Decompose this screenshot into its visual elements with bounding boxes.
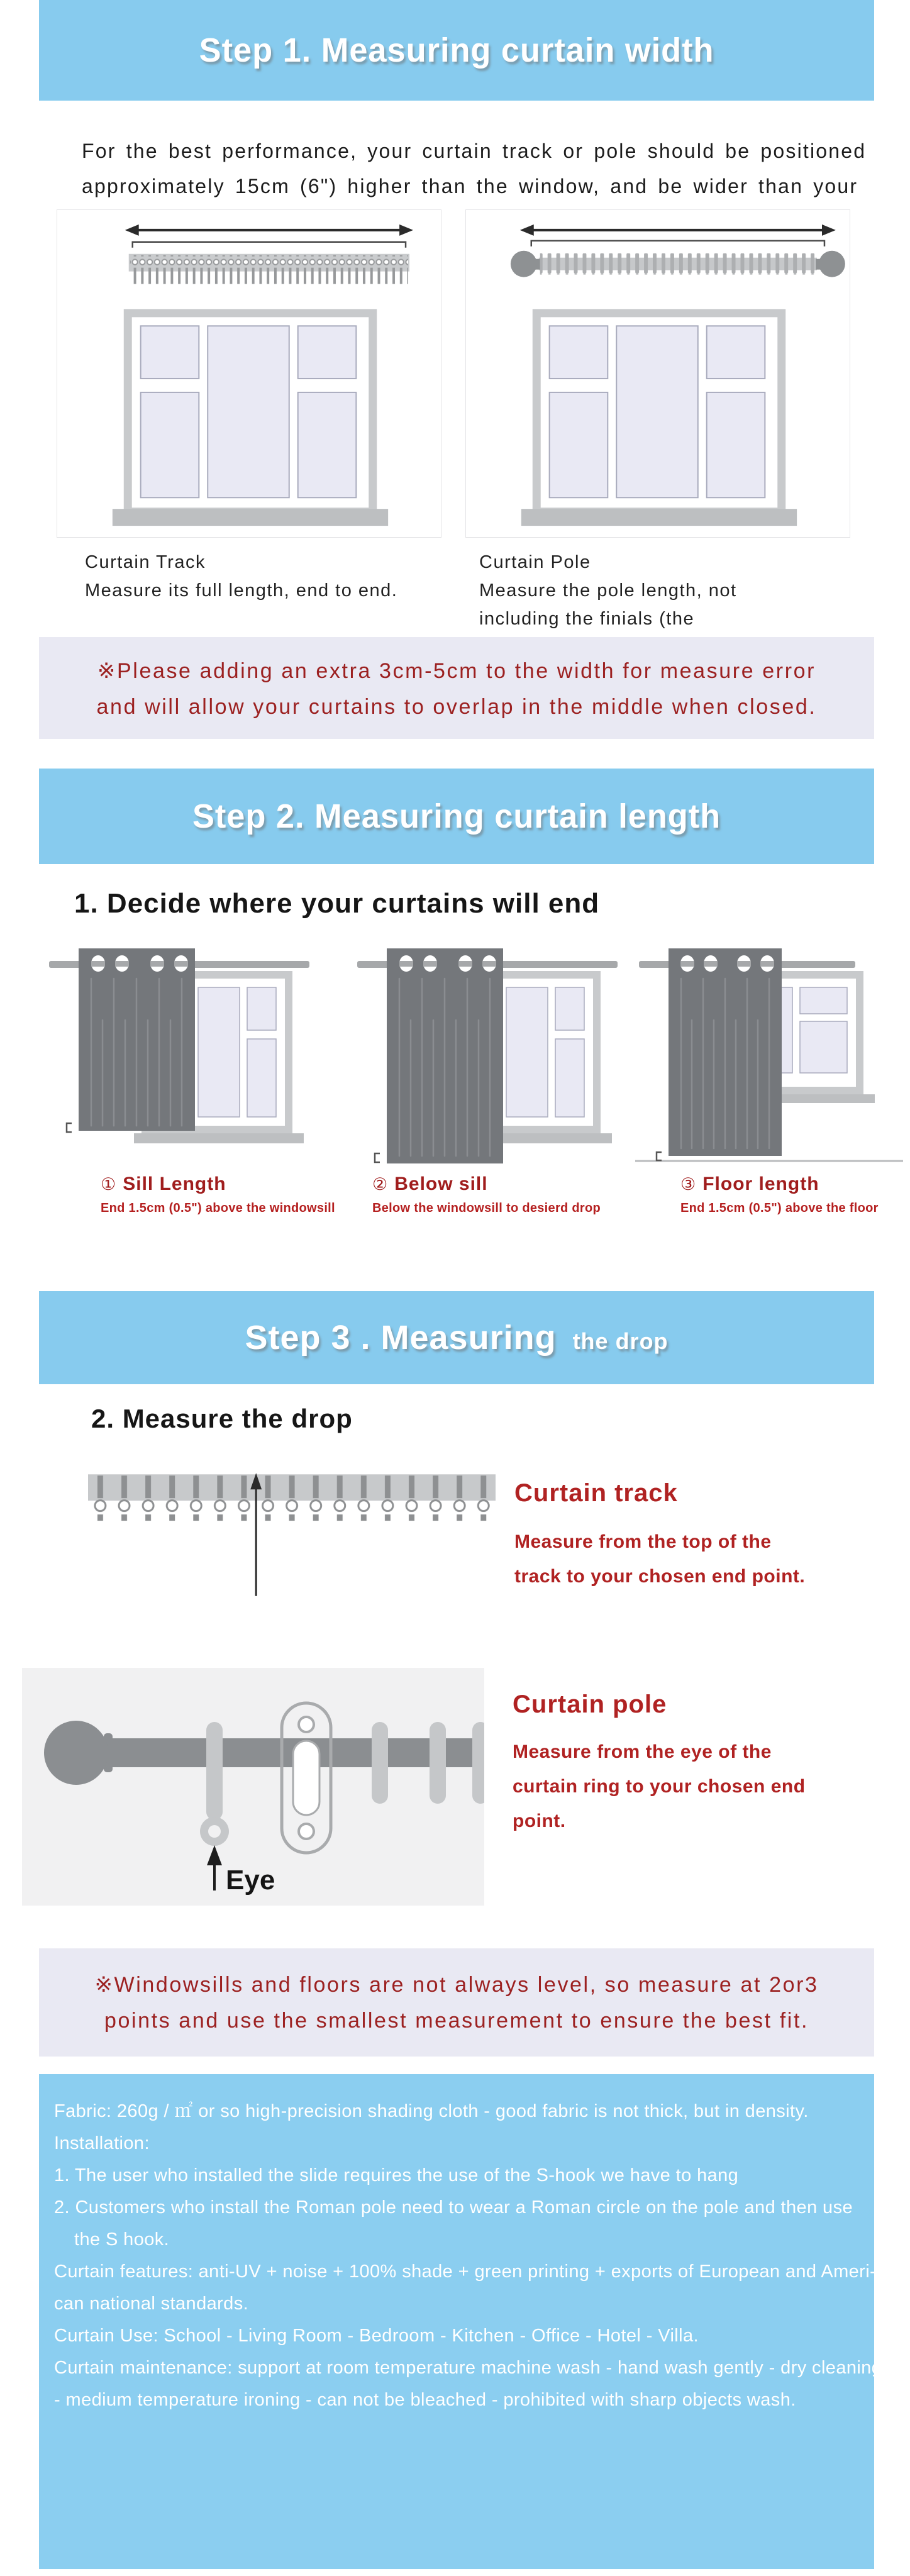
- pole-caption-line2: including the finials (the: [479, 609, 695, 629]
- window: [113, 309, 388, 526]
- step1-banner: [39, 0, 874, 101]
- floor-length-caption: [680, 1174, 879, 1216]
- curtain-pole-window-diagram: [465, 209, 850, 538]
- curtain-panel: [79, 948, 195, 1131]
- width-arrow: [125, 225, 413, 236]
- step2-banner-title: Step 2. Measuring curtain length: [192, 797, 721, 835]
- curtain-track: [129, 254, 409, 284]
- sill-length-illustration: [44, 945, 314, 1171]
- step3-heading: 2. Measure the drop: [91, 1404, 353, 1433]
- circled-3-icon: ③: [680, 1175, 697, 1194]
- pole-drop-line3: point.: [513, 1811, 566, 1831]
- step3-banner-subtitle: the drop: [572, 1328, 669, 1354]
- drop-measure-note: [39, 1948, 874, 2057]
- step1-banner-title: Step 1. Measuring curtain width: [199, 31, 714, 69]
- track-drop-diagram: [88, 1469, 496, 1599]
- pole-drop-illustration: [22, 1668, 484, 1906]
- width-note-line1: ※Please adding an extra 3cm-5cm to the width for measure error: [97, 659, 816, 683]
- pole-drop-title: Curtain pole: [513, 1690, 667, 1718]
- step2-banner: [39, 769, 874, 864]
- step1-intro-line2: approximately 15cm (6") higher than the window, and be wider than your: [82, 175, 858, 197]
- details-install-1: 1. The user who installed the slide requires the use of the S-hook we have to hang: [54, 2165, 739, 2185]
- curtain-panel: [669, 948, 782, 1156]
- measure-bracket: [133, 242, 406, 248]
- step3-banner: [39, 1291, 874, 1384]
- curtain-pole: [511, 251, 845, 277]
- step1-intro-line1: For the best performance, your curtain track or pole should be positioned: [82, 140, 867, 162]
- details-features-2: can national standards.: [54, 2294, 249, 2314]
- curtain-track-window-illustration: [57, 210, 441, 537]
- details-install-2b: the S hook.: [74, 2229, 170, 2250]
- details-maintenance: Curtain maintenance: support at room temperature machine wash - hand wash gently - dry cleaning: [54, 2358, 882, 2378]
- end-point-bracket: [67, 1123, 72, 1132]
- window: [521, 309, 797, 526]
- drop-note-line2: points and use the smallest measurement to ensure the best fit.: [104, 2009, 809, 2033]
- left-finial: [511, 251, 537, 277]
- step1-intro: [82, 133, 866, 204]
- floor-length-title: Floor length: [702, 1174, 819, 1194]
- measure-bracket: [531, 241, 824, 247]
- width-measure-note: [39, 637, 874, 739]
- details-use: Curtain Use: School - Living Room - Bedroom - Kitchen - Office - Hotel - Villa.: [54, 2326, 699, 2346]
- width-note-line2: and will allow your curtains to overlap in the middle when closed.: [96, 695, 817, 719]
- pole-caption-line1: Measure the pole length, not: [479, 580, 737, 601]
- track-drop-title: Curtain track: [514, 1479, 678, 1507]
- below-sill-diagram: [352, 945, 623, 1171]
- pole-drop-text: [513, 1735, 806, 1838]
- floor-length-desc: End 1.5cm (0.5") above the floor: [680, 1201, 879, 1215]
- pole-drop-line1: Measure from the eye of the: [513, 1741, 772, 1762]
- details-fabric: Fabric: 260g / ㎡ or so high-precision shading cloth - good fabric is not thick, but in density.: [54, 2101, 809, 2121]
- end-point-bracket: [375, 1153, 380, 1162]
- sill-length-diagram: [44, 945, 314, 1171]
- right-finial: [819, 251, 845, 277]
- track-caption-line1: Measure its full length, end to end.: [85, 580, 398, 601]
- floor-length-diagram: [634, 945, 904, 1171]
- below-sill-title: Below sill: [394, 1174, 488, 1194]
- circled-2-icon: ②: [372, 1175, 389, 1194]
- details-install-2: 2. Customers who install the Roman pole need to wear a Roman circle on the pole and then use: [54, 2197, 853, 2218]
- track-drop-line2: track to your chosen end point.: [514, 1566, 806, 1587]
- end-point-bracket: [657, 1152, 662, 1160]
- pole-caption: [479, 548, 737, 633]
- step3-banner-title: Step 3 . Measuring: [245, 1319, 557, 1357]
- drop-note-line1: ※Windowsills and floors are not always level, so measure at 2or3: [94, 1973, 819, 1997]
- sill-length-desc: End 1.5cm (0.5") above the windowsill: [101, 1201, 335, 1215]
- step2-heading: 1. Decide where your curtains will end: [74, 888, 600, 919]
- track-drop-text: [514, 1524, 805, 1594]
- below-sill-caption: [372, 1174, 601, 1216]
- below-sill-illustration: [352, 945, 623, 1171]
- eye-label: Eye: [226, 1865, 275, 1896]
- track-drop-line1: Measure from the top of the: [514, 1531, 772, 1552]
- floor-length-illustration: [634, 945, 904, 1171]
- track-caption: [85, 548, 397, 605]
- pole-drop-diagram: [22, 1668, 484, 1906]
- below-sill-desc: Below the windowsill to desierd drop: [372, 1201, 601, 1215]
- finial: [44, 1721, 108, 1785]
- circled-1-icon: ①: [101, 1175, 117, 1194]
- sill-length-title: Sill Length: [123, 1174, 226, 1194]
- track-caption-title: Curtain Track: [85, 552, 206, 572]
- details-installation: Installation:: [54, 2133, 150, 2153]
- width-arrow: [520, 225, 836, 236]
- track-drop-illustration: [88, 1469, 496, 1599]
- curtain-pole-window-illustration: [466, 210, 850, 537]
- curtain-track-window-diagram: [57, 209, 441, 538]
- pole-drop-line2: curtain ring to your chosen end: [513, 1776, 806, 1797]
- curtain-panel: [387, 948, 503, 1163]
- details-maintenance-2: - medium temperature ironing - can not be bleached - prohibited with sharp objects wash.: [54, 2390, 796, 2410]
- sill-length-caption: [101, 1174, 335, 1216]
- pole-caption-title: Curtain Pole: [479, 552, 591, 572]
- product-details-panel: [39, 2074, 882, 2569]
- details-features: Curtain features: anti-UV + noise + 100% shade + green printing + exports of European and Ameri-: [54, 2262, 877, 2282]
